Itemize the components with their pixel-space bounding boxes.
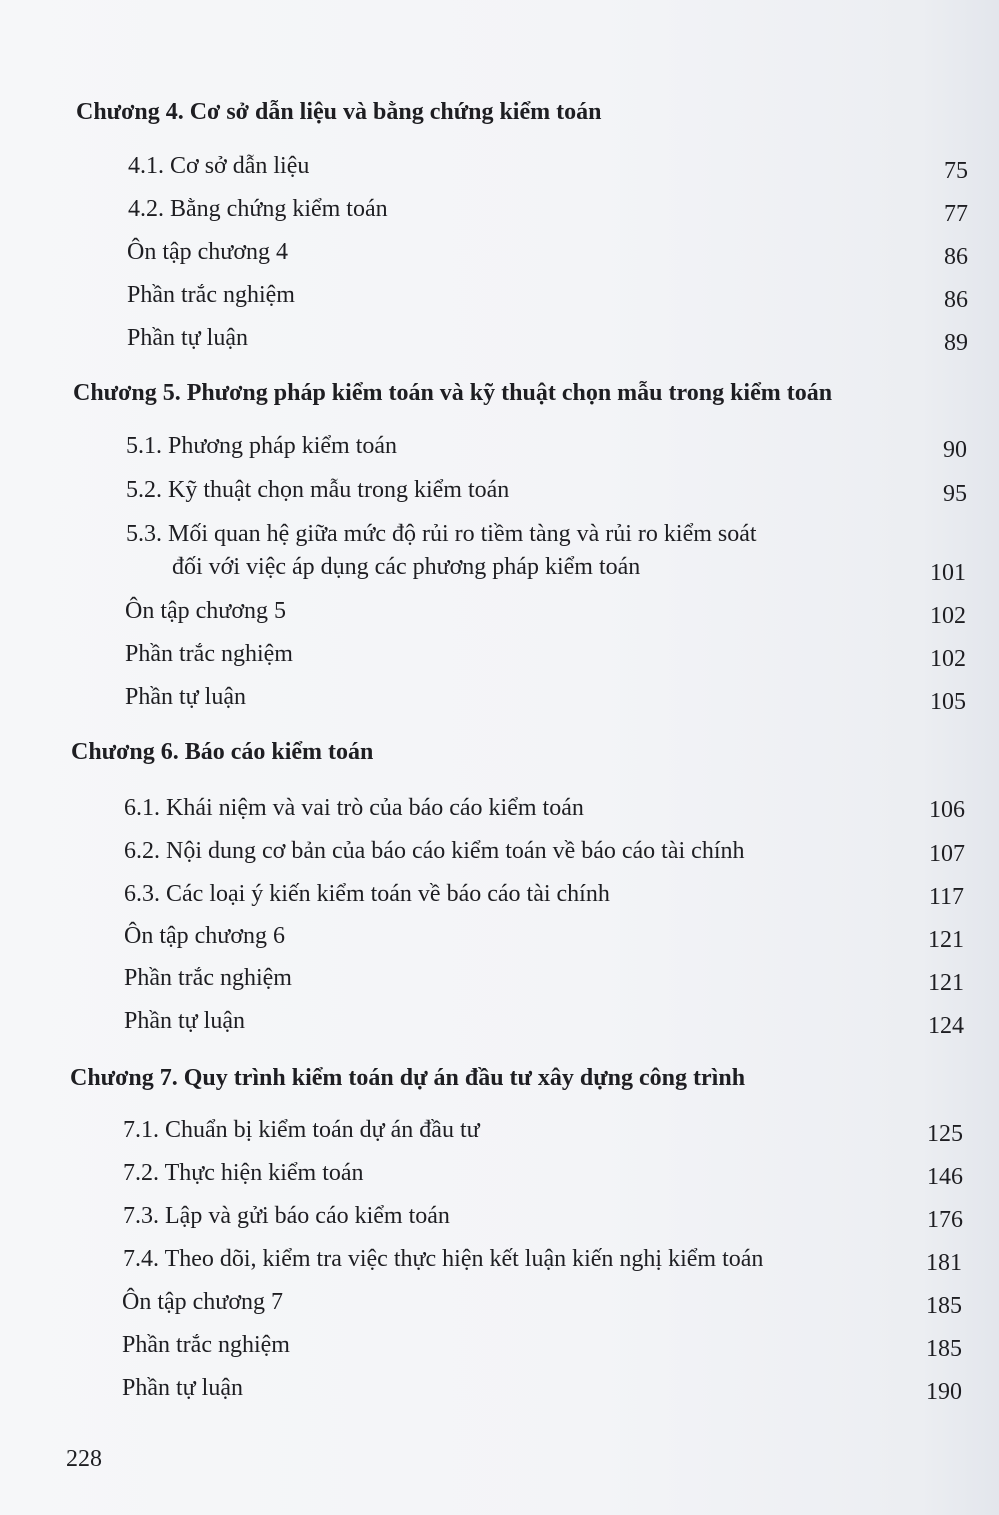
toc-page-7-2: 146 xyxy=(927,1164,963,1190)
toc-page-quiz-4: 86 xyxy=(944,287,968,313)
toc-page-7-1: 125 xyxy=(927,1121,963,1147)
toc-page-5-2: 95 xyxy=(943,481,967,507)
toc-entry-5-3-line-1: 5.3. Mối quan hệ giữa mức độ rủi ro tiềm tàng và rủi ro kiểm soát xyxy=(126,521,757,547)
chapter-4-title: Chương 4. Cơ sở dẫn liệu và bằng chứng kiểm toán xyxy=(76,99,602,125)
toc-entry-essay-7: Phần tự luận xyxy=(122,1375,243,1401)
toc-entry-6-1: 6.1. Khái niệm và vai trò của báo cáo kiểm toán xyxy=(124,795,584,821)
toc-page-6-3: 117 xyxy=(928,884,964,910)
toc-page-4-1: 75 xyxy=(944,158,968,184)
toc-entry-7-1: 7.1. Chuẩn bị kiểm toán dự án đầu tư xyxy=(123,1117,480,1143)
toc-entry-5-2: 5.2. Kỹ thuật chọn mẫu trong kiểm toán xyxy=(126,477,510,503)
toc-entry-5-3-line-2: đối với việc áp dụng các phương pháp kiểm toán xyxy=(172,554,641,580)
toc-entry-essay-5: Phần tự luận xyxy=(125,684,246,710)
toc-entry-quiz-7: Phần trắc nghiệm xyxy=(122,1332,290,1358)
toc-page-5-1: 90 xyxy=(943,437,967,463)
toc-entry-7-2: 7.2. Thực hiện kiểm toán xyxy=(123,1160,364,1186)
toc-page-quiz-5: 102 xyxy=(930,646,966,672)
toc-page-5-3: 101 xyxy=(930,560,966,586)
toc-entry-6-3: 6.3. Các loại ý kiến kiểm toán về báo cáo tài chính xyxy=(124,881,610,907)
toc-page-essay-4: 89 xyxy=(944,330,968,356)
toc-page-review-4: 86 xyxy=(944,244,968,270)
page-number: 228 xyxy=(66,1446,102,1472)
toc-page-7-3: 176 xyxy=(927,1207,963,1233)
toc-page-essay-6: 124 xyxy=(928,1013,964,1039)
chapter-5-title: Chương 5. Phương pháp kiểm toán và kỹ thuật chọn mẫu trong kiểm toán xyxy=(73,380,833,406)
toc-entry-essay-4: Phần tự luận xyxy=(127,325,248,351)
toc-entry-review-4: Ôn tập chương 4 xyxy=(127,239,289,265)
toc-page-6-2: 107 xyxy=(929,841,965,867)
toc-entry-quiz-4: Phần trắc nghiệm xyxy=(127,282,295,308)
toc-page-quiz-6: 121 xyxy=(928,970,964,996)
toc-entry-5-3 xyxy=(126,521,757,581)
toc-entry-review-7: Ôn tập chương 7 xyxy=(122,1289,284,1315)
toc-entry-5-1: 5.1. Phương pháp kiểm toán xyxy=(126,433,398,459)
toc-page-4-2: 77 xyxy=(944,201,968,227)
chapter-7-title: Chương 7. Quy trình kiểm toán dự án đầu tư xây dựng công trình xyxy=(70,1065,746,1091)
toc-entry-7-3: 7.3. Lập và gửi báo cáo kiểm toán xyxy=(123,1203,450,1229)
toc-page-review-6: 121 xyxy=(928,927,964,953)
toc-entry-6-2: 6.2. Nội dung cơ bản của báo cáo kiểm toán về báo cáo tài chính xyxy=(124,838,745,864)
toc-entry-4-2: 4.2. Bằng chứng kiểm toán xyxy=(128,196,388,222)
toc-entry-4-1: 4.1. Cơ sở dẫn liệu xyxy=(128,153,310,179)
toc-page-6-1: 106 xyxy=(929,797,965,823)
toc-page-review-5: 102 xyxy=(930,603,966,629)
toc-page-essay-5: 105 xyxy=(930,689,966,715)
toc-page-essay-7: 190 xyxy=(926,1379,962,1405)
toc-page-quiz-7: 185 xyxy=(926,1336,962,1362)
toc-entry-7-4: 7.4. Theo dõi, kiểm tra việc thực hiện kết luận kiến nghị kiểm toán xyxy=(123,1246,764,1272)
toc-entry-review-5: Ôn tập chương 5 xyxy=(125,598,287,624)
chapter-6-title: Chương 6. Báo cáo kiểm toán xyxy=(71,739,374,765)
toc-entry-quiz-6: Phần trắc nghiệm xyxy=(124,965,292,991)
toc-page-7-4: 181 xyxy=(926,1250,962,1276)
toc-entry-essay-6: Phần tự luận xyxy=(124,1008,245,1034)
toc-page-review-7: 185 xyxy=(926,1293,962,1319)
toc-entry-quiz-5: Phần trắc nghiệm xyxy=(125,641,293,667)
toc-entry-review-6: Ôn tập chương 6 xyxy=(124,923,286,949)
